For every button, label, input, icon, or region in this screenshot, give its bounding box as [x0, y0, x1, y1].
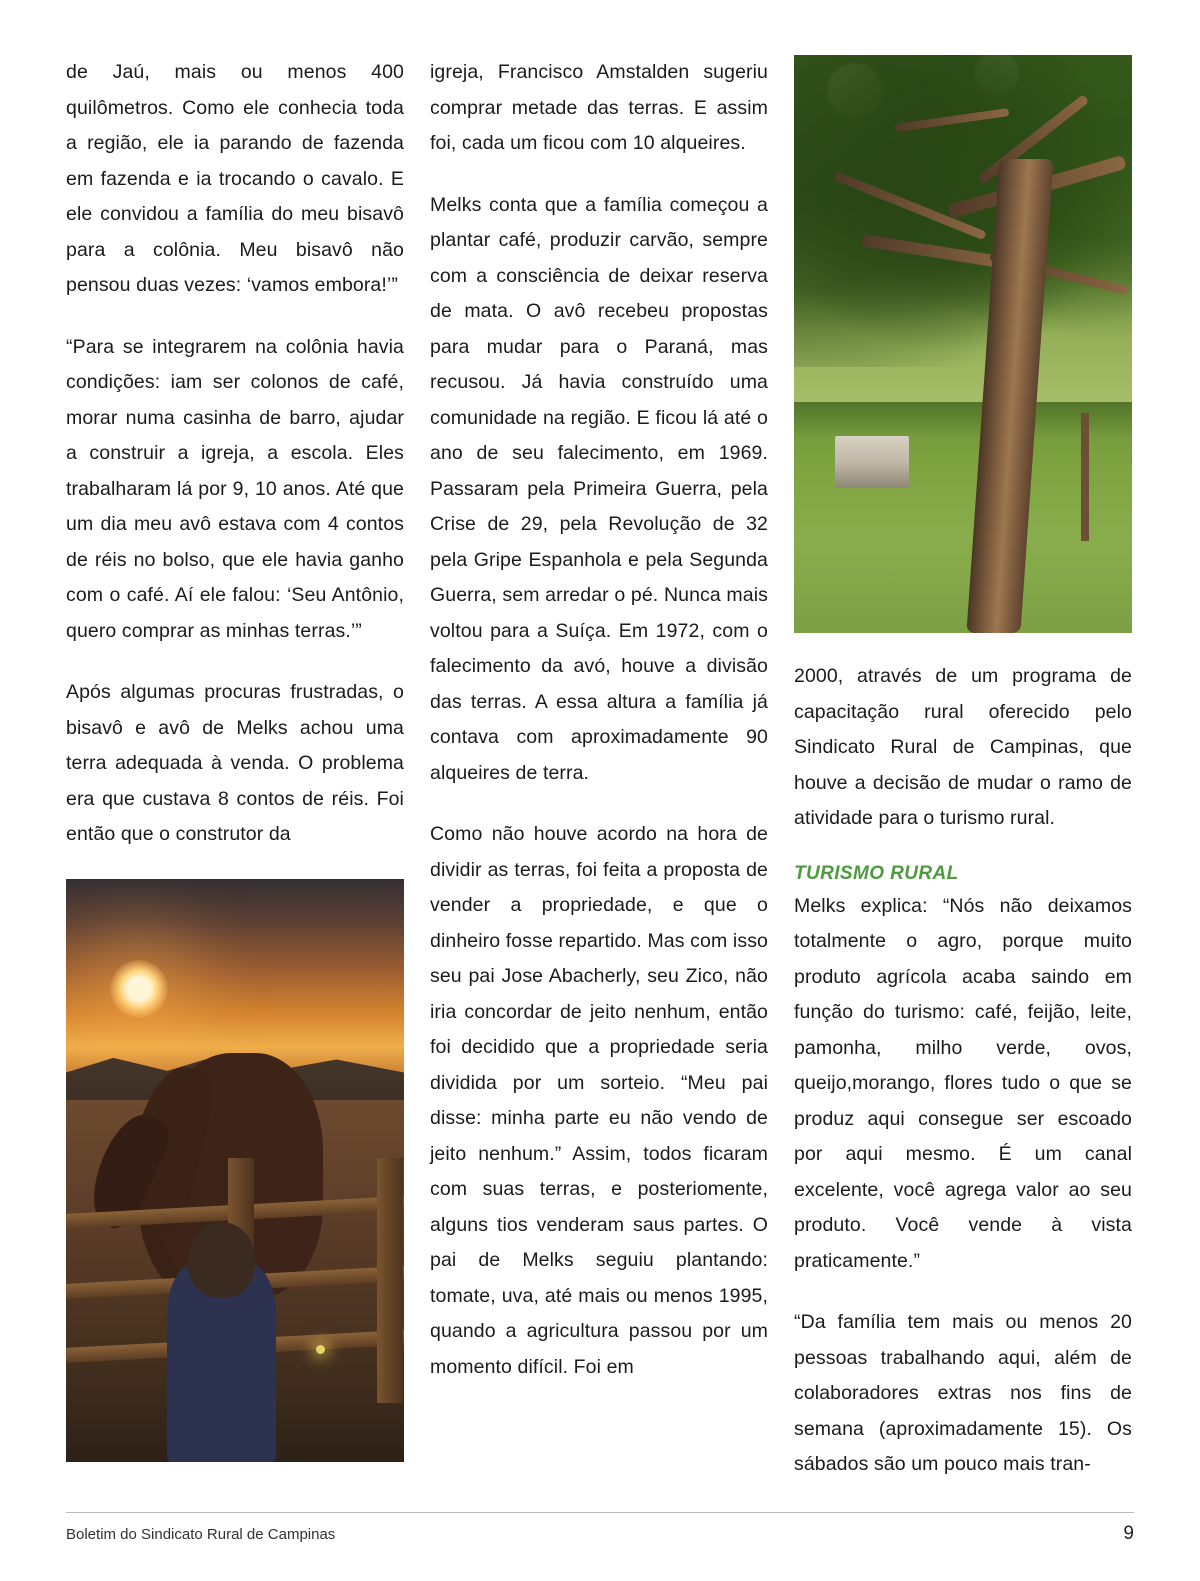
section-heading-turismo-rural: TURISMO RURAL — [794, 862, 959, 884]
photo-tree-lawn — [794, 55, 1132, 633]
page-footer — [66, 1523, 1134, 1545]
footer-source: Boletim do Sindicato Rural de Campinas — [66, 1526, 336, 1543]
column-right — [794, 55, 1132, 1475]
column-left — [66, 55, 404, 1475]
paragraph: “Para se integrarem na colônia havia condições: iam ser colonos de café, morar numa casinha de barro, ajudar a construir a igreja, a escola. Eles trabalharam lá por 9, 10 anos. Até que um dia meu avô estava com 4 contos de réis no bolso, que ele havia ganho com o café. Aí ele falou: ‘Seu Antônio, quero comprar as minhas terras.’” — [66, 335, 404, 642]
paragraph: Melks explica: “Nós não deixamos totalmente o agro, porque muito produto agrícola acaba saindo em função do turismo: café, feijão, leite, pamonha, milho verde, ovos, queijo,morango, flores tudo o que se produz aqui consegue ser escoado por aqui mesmo. É um canal excelente, você agrega valor ao seu produto. Você vende à vista praticamente.” — [794, 894, 1132, 1272]
child-head — [188, 1222, 256, 1298]
footer-divider — [66, 1512, 1134, 1513]
paragraph: 2000, através de um programa de capacitação rural oferecido pelo Sindicato Rural de Campinas, que houve a decisão de mudar o ramo de atividade para o turismo rural. — [794, 665, 1132, 829]
paragraph: igreja, Francisco Amstalden sugeriu comprar metade das terras. E assim foi, cada um ficou com 10 alqueires. — [430, 61, 768, 154]
shed — [835, 436, 909, 488]
column-middle — [430, 55, 768, 1475]
sun-icon — [110, 960, 168, 1018]
paragraph: Melks conta que a família começou a plantar café, produzir carvão, sempre com a consciência de deixar reserva de mata. O avô recebeu propostas para mudar para o Paraná, mas recusou. Já havia construído uma comunidade na região. E ficou lá até o ano de seu falecimento, em 1969. Passaram pela Primeira Guerra, pela Crise de 29, pela Revolução de 32 pela Gripe Espanhola e pela Segunda Guerra, sem arredar o pé. Nunca mais voltou para a Suíça. Em 1972, com o falecimento da avó, houve a divisão das terras. A essa altura a família já contava com aproximadamente 90 alqueires de terra. — [430, 193, 768, 784]
fence-post — [377, 1158, 403, 1403]
article-columns — [66, 55, 1134, 1475]
page-number: 9 — [1123, 1523, 1134, 1544]
photo-horse-sunset — [66, 879, 404, 1462]
paragraph: Como não houve acordo na hora de dividir as terras, foi feita a proposta de vender a propriedade, e que o dinheiro fosse repartido. Mas com isso seu pai Jose Abacherly, seu Zico, não iria concordar de jeito nenhum, então foi decidido que a propriedade seria dividida por um sorteio. “Meu pai disse: minha parte eu não vendo de jeito nenhum.” Assim, todos ficaram com suas terras, e posteriomente, alguns tios venderam saus partes. O pai de Melks seguiu plantando: tomate, uva, até mais ou menos 1995, quando a agricultura passou por um momento difícil. Foi em — [430, 823, 768, 1378]
wooden-post — [1081, 413, 1089, 540]
lens-flare — [316, 1345, 325, 1354]
paragraph: “Da família tem mais ou menos 20 pessoas trabalhando aqui, além de colaboradores extras nos fins de semana (aproximadamente 15). Os sábados são um pouco mais tran- — [794, 1311, 1132, 1475]
paragraph: Após algumas procuras frustradas, o bisavô e avô de Melks achou uma terra adequada à venda. O problema era que custava 8 contos de réis. Foi então que o construtor da — [66, 681, 404, 845]
paragraph: de Jaú, mais ou menos 400 quilômetros. Como ele conhecia toda a região, ele ia parando de fazenda em fazenda e ia trocando o cavalo. E ele convidou a família do meu bisavô para a colônia. Meu bisavô não pensou duas vezes: ‘vamos embora!’” — [66, 61, 404, 296]
